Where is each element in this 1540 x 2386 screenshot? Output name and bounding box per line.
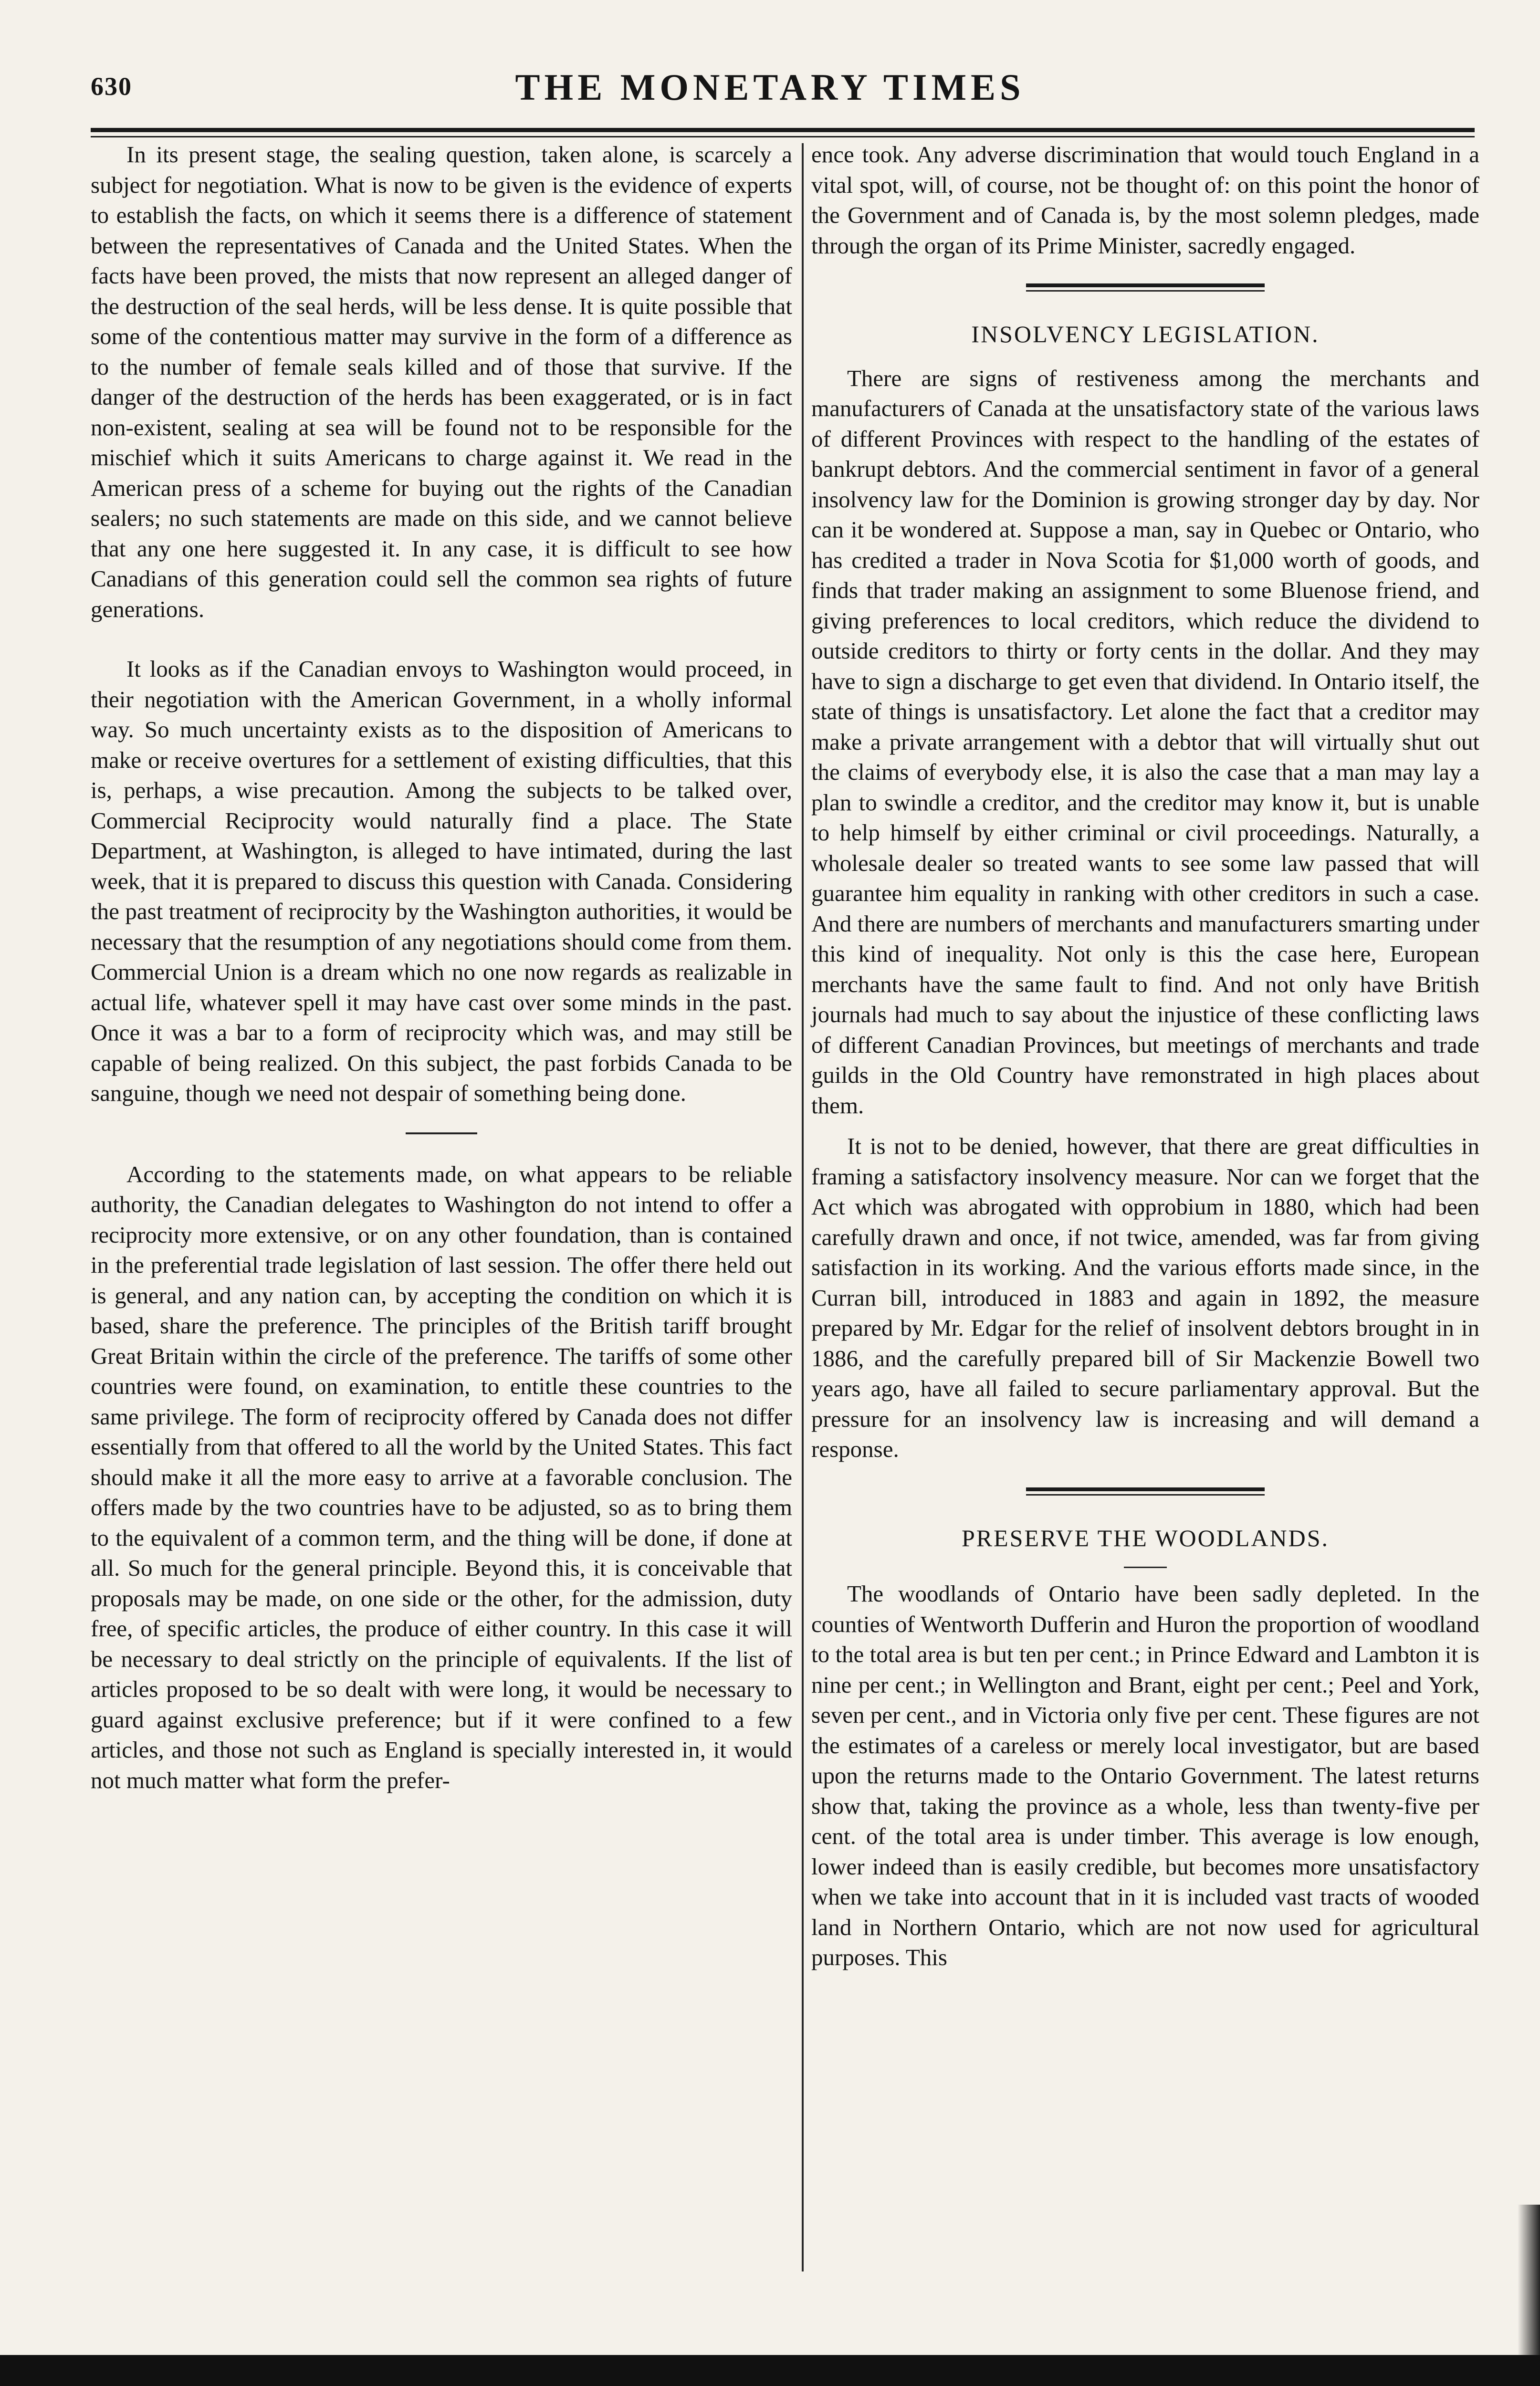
reciprocity-paragraph: It looks as if the Canadian envoys to Washington would proceed, in their negotiation with the American Government, in a wholly informal way. So much uncertainty exists as to the disposition of Americans to make or receive overtures for a settlement of existing difficulties, that this is, perhaps, a wise precaution. Among the subjects to be talked over, Commercial Reciprocity would naturally find a place. The State Department, at Washington, is alleged to have intimated, during the last week, that it is prepared to discuss this question with Canada. Considering the past treatment of reciprocity by the Washington authorities, it would be necessary that the resumption of any negotiations should come from them. Commercial Union is a dream which no one now regards as realizable in actual life, whatever spell it may have cast over some minds in the past. Once it was a bar to a form of reciprocity which was, and may still be capable of being realized. On this subject, the past forbids Canada to be sanguine, though we need not despair of something being done. [91, 656, 792, 1106]
sealing-paragraph: In its present stage, the sealing question, taken alone, is scarcely a subject for negotiation. What is now to be given is the evidence of experts to establish the facts, on which it seems there is a difference of statement between the representatives of Canada and the United States. When the facts have been proved, the mists that now represent an alleged danger of the destruction of the seal herds, will be less dense. It is quite possible that some of the contentious matter may survive in the form of a difference as to the number of female seals killed and of those that survive. If the danger of the destruction of the herds has been exaggerated, or is in fact non-existent, sealing at sea will be found not to be responsible for the mischief which it suits Americans to charge against it. We read in the American press of a scheme for buying out the rights of the Canadian sealers; no such statements are made on this side, and we cannot believe that any one here suggested it. In any case, it is difficult to see how Canadians of this generation could sell the common sea rights of future generations. [91, 141, 792, 622]
preference-paragraph-continued: ence took. Any adverse discrimination that would touch England in a vital spot, will, of course, not be thought of: on this point the honor of the Government and of Canada is, by the most solemn pledges, made through the organ of its Prime Minister, sacredly engaged. [811, 141, 1479, 259]
preference-paragraph: According to the statements made, on what appears to be reliable authority, the Canadian delegates to Washington do not intend to offer a reciprocity more extensive, or on any other foundation, than is contained in the preferential trade legislation of last session. The offer there held out is general, and any nation can, by accepting the condition on which it is based, share the preference. The principles of the British tariff brought Great Britain within the circle of the preference. The tariffs of some other countries were found, on examination, to entitle these countries to the same privilege. The form of reciprocity offered by Canada does not differ essentially from that offered to all the world by the United States. This fact should make it all the more easy to arrive at a favorable conclusion. The offers made by the two countries have to be adjusted, so as to bring them to the equivalent of a common term, and the thing will be done, if done at all. So much for the general principle. Beyond this, it is conceivable that proposals may be made, on one side or the other, for the admission, duty free, of specific articles, the produce of either country. In this case it will be necessary to deal strictly on the principle of equivalents. If the list of articles proposed to be so dealt with were long, it would be necessary to guard against exclusive preference; but if it were confined to a few articles, and those not such as England is specially interested in, it would not much matter what form the prefer- [91, 1161, 792, 1793]
heading-rule [1124, 1567, 1167, 1568]
article-divider [1026, 283, 1265, 292]
insolvency-paragraph-1: There are signs of restiveness among the merchants and manufacturers of Canada at the unsatisfactory state of the various laws of different Provinces with respect to the handling of the estates of bankrupt debtors. And the commercial sentiment in favor of a general insolvency law for the Dominion is growing stronger day by day. Nor can it be wondered at. Suppose a man, say in Quebec or Ontario, who has credited a trader in Nova Scotia for $1,000 worth of goods, and finds that trader making an assignment to some Bluenose friend, and giving preferences to local creditors, which reduce the dividend to outside creditors to thirty or forty cents in the dollar. And they may have to sign a discharge to get even that dividend. In Ontario itself, the state of things is unsatisfactory. Let alone the fact that a creditor may make a private arrangement with a debtor that will virtually shut out the claims of everybody else, it is also the case that a man may lay a plan to swindle a creditor, and the creditor may know it, but is unable to help himself by either criminal or civil proceedings. Naturally, a wholesale dealer so treated wants to see some law passed that will guarantee him equality in ranking with other creditors in such a case. And there are numbers of merchants and manufacturers smarting under this kind of inequality. Not only is this the case here, European merchants have the same fault to find. And not only have British journals had much to say about the injustice of these conflicting laws of different Canadian Provinces, but meetings of merchants and trade guilds in the Old Country have remonstrated in high places about them. [811, 365, 1479, 1119]
masthead-title: THE MONETARY TIMES [515, 66, 1025, 108]
insolvency-paragraph-2: It is not to be denied, however, that there are great difficulties in framing a satisfactory insolvency measure. Nor can we forget that the Act which was abrogated with opprobium in 1880, which had been carefully drawn and once, if not twice, amended, was far from giving satisfaction in its working. And the various efforts made since, in the Curran bill, introduced in 1883 and again in 1892, the measure prepared by Mr. Edgar for the relief of insolvent debtors brought in in 1886, and the carefully prepared bill of Sir Mackenzie Bowell two years ago, have all failed to secure parliamentary approval. But the pressure for an insolvency law is increasing and will demand a response. [811, 1133, 1479, 1462]
insolvency-heading: INSOLVENCY LEGISLATION. [971, 321, 1320, 347]
woodlands-heading: PRESERVE THE WOODLANDS. [961, 1524, 1330, 1551]
page-edge-shadow [1518, 2205, 1540, 2357]
left-column [91, 139, 792, 1795]
paragraph-gap [91, 624, 792, 654]
right-column [811, 139, 1479, 1973]
article-divider-2 [1026, 1487, 1265, 1496]
scan-bottom-band [0, 2355, 1540, 2386]
woodlands-paragraph: The woodlands of Ontario have been sadly depleted. In the counties of Wentworth Dufferin and Huron the proportion of woodland to the total area is but ten per cent.; in Prince Edward and Lambton it is nine per cent.; in Wellington and Brant, eight per cent.; Peel and York, seven per cent., and in Victoria only five per cent. These figures are not the estimates of a careless or merely local investigator, but are based upon the returns made to the Ontario Government. The latest returns show that, taking the province as a whole, less than twenty-five per cent. of the total area is under timber. This average is low enough, lower indeed than is easily credible, but becomes more unsatisfactory when we take into account that in it is included vast tracts of wooded land in Northern Ontario, which are not now used for agricultural purposes. This [811, 1580, 1479, 1970]
section-divider [406, 1132, 477, 1134]
masthead-rule [91, 128, 1475, 132]
page-number: 630 [91, 72, 132, 101]
column-divider [802, 143, 804, 2271]
masthead-rule-thin [91, 136, 1475, 137]
